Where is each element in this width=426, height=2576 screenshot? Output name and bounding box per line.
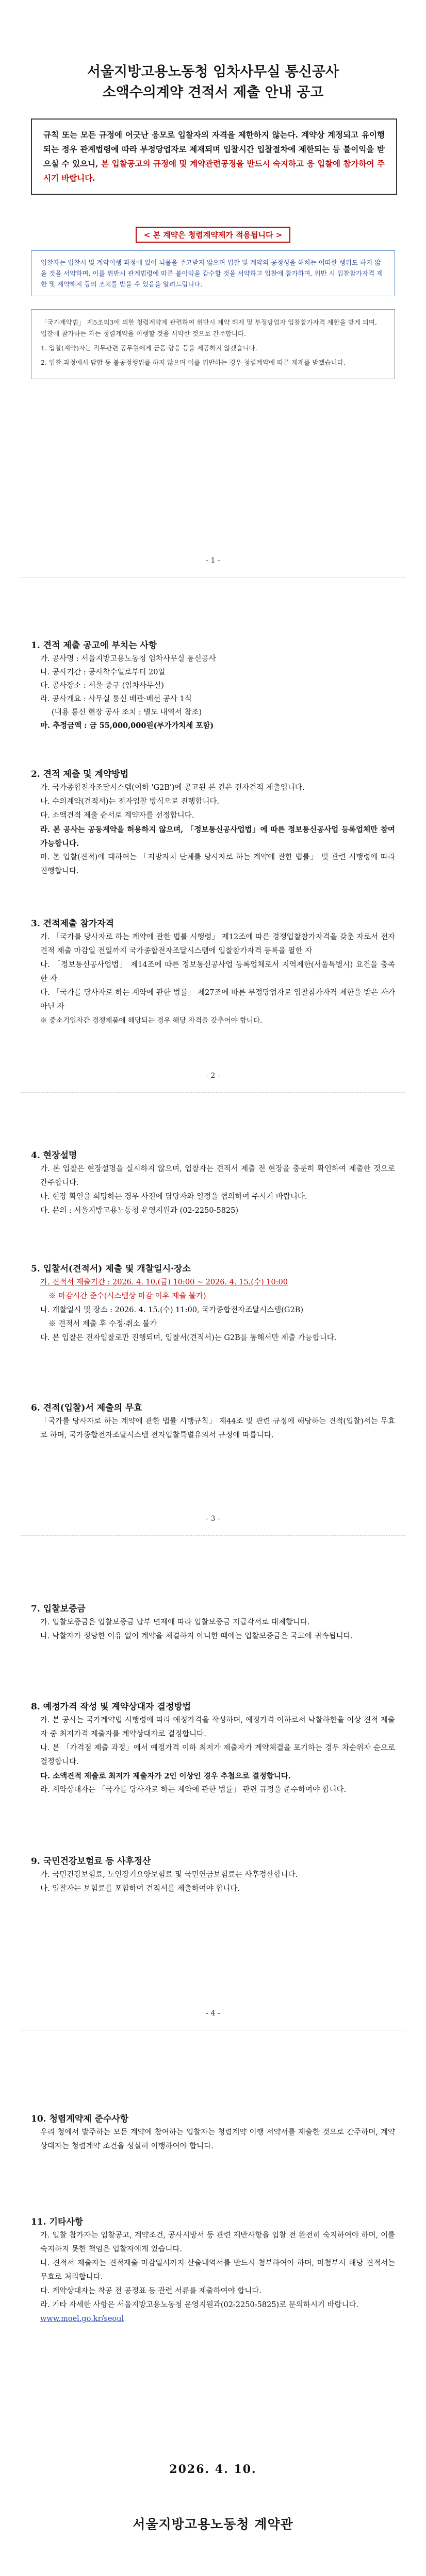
section-1-item: 다. 공사장소 : 서울 중구 (임차사무실): [40, 682, 164, 690]
section-11-item: 다. 계약상대자는 착공 전 공정표 등 관련 서류를 제출하여야 합니다.: [40, 2287, 261, 2295]
section-9-heading: 9. 국민건강보험료 등 사후정산: [31, 1856, 151, 1867]
section-4-item: 가. 본 입찰은 현장설명을 실시하지 않으며, 입찰자는 견적서 제출 전 현장을 충분히 확인하여 제출한 것으로 간주합니다.: [40, 1165, 395, 1187]
section-4: [31, 1149, 395, 1218]
issuing-authority: 서울지방고용노동청 계약관: [133, 2517, 293, 2532]
section-8-item: 다. 소액견적 제출로 최저가 제출자가 2인 이상인 경우 추첨으로 결정합니다.: [40, 1772, 291, 1781]
section-7-item: 가. 입찰보증금은 입찰보증금 납부 면제에 따라 입찰보증금 지급각서로 대체합니다.: [40, 1618, 310, 1626]
integrity-rules-box: [31, 309, 395, 379]
section-2-item: 라. 본 공사는 공동계약을 허용하지 않으며, 「정보통신공사업법」에 따른 정보통신공사업 등록업체만 참여 가능합니다.: [40, 825, 395, 848]
page-number: - 1 -: [206, 556, 220, 565]
integrity-contract-tag: < 본 계약은 청렴계약제가 적용됩니다 >: [136, 227, 291, 243]
section-8-item: 가. 본 공사는 국가계약법 시행령에 따라 예정가격을 작성하며, 예정가격 이하로서 낙찰하한율 이상 견적 제출자 중 최저가격 제출자를 계약상대자로 결정합니다.: [40, 1716, 395, 1738]
notice-title-line2: 소액수의계약 견적서 제출 안내 공고: [102, 84, 324, 100]
section-5-item: 다. 본 입찰은 전자입찰로만 진행되며, 입찰서(견적서)는 G2B를 통해서만 제출 가능합니다.: [40, 1334, 337, 1342]
section-5: [31, 1262, 395, 1345]
section-10-heading: 10. 청렴계약제 준수사항: [31, 2114, 129, 2124]
section-5-item: ※ 견적서 제출 후 수정·취소 불가: [48, 1320, 157, 1328]
section-9-item: 나. 입찰자는 보험료를 포함하여 견적서를 제출하여야 합니다.: [40, 1885, 240, 1893]
section-2-item: 가. 국가종합전자조달시스템(이하 'G2B')에 공고된 본 건은 전자견적 제출입니다.: [40, 784, 305, 792]
page-divider: [21, 577, 405, 578]
section-2-item: 마. 본 입찰(견적)에 대하여는 「지방자치 단체를 당사자로 하는 계약에 관한 법률」 및 관련 시행령에 따라 진행합니다.: [40, 853, 395, 875]
integrity-rule-1: 1. 입찰(계약)자는 직무관련 공무원에게 금품·향응 등을 제공하지 않겠습니다.: [41, 344, 257, 352]
section-8-heading: 8. 예정가격 작성 및 계약상대자 결정방법: [31, 1702, 191, 1712]
website-link[interactable]: www.moel.go.kr/seoul: [40, 2315, 124, 2323]
section-3-note: ※ 중소기업자간 경쟁제품에 해당되는 경우 해당 자격을 갖추어야 합니다.: [40, 1016, 263, 1025]
page-divider: [21, 1092, 405, 1093]
section-8-item: 나. 본 「가격점 제출 과정」에서 예정가격 이하 최저가 제출자가 계약체결을 포기하는 경우 차순위자 순으로 결정합니다.: [40, 1744, 395, 1766]
section-7-item: 나. 낙찰자가 정당한 이유 없이 계약을 체결하지 아니한 때에는 입찰보증금은 국고에 귀속됩니다.: [40, 1632, 353, 1640]
section-9-item: 가. 국민건강보험료, 노인장기요양보험료 및 국민연금보험료는 사후정산합니다.: [40, 1871, 298, 1879]
page-number: - 2 -: [206, 1072, 220, 1080]
section-3-heading: 3. 견적제출 참가자격: [31, 919, 114, 929]
section-10-text: 우리 청에서 발주하는 모든 계약에 참여하는 입찰자는 청렴계약 이행 서약서를 제출한 것으로 간주하며, 계약상대자는 청렴계약 조건을 성실히 이행하여야 합니다.: [40, 2128, 395, 2150]
warning-notice-emphasis: 본 입찰공고의 규정에 및 계약관련공정을 반드시 숙지하고 응 입찰에 참가하여 주시기 바랍니다.: [43, 159, 385, 183]
section-11-item: 라. 기타 자세한 사항은 서울지방고용노동청 운영지원과(02-2250-5825)로 문의하시기 바랍니다.: [40, 2301, 359, 2309]
page-divider: [21, 1535, 405, 1536]
notice-date: 2026. 4. 10.: [169, 2463, 257, 2476]
section-2-item: 나. 수의계약(견적서)는 전자입찰 방식으로 진행합니다.: [40, 798, 220, 806]
section-4-heading: 4. 현장설명: [31, 1150, 77, 1161]
section-1-item: 나. 공사기간 : 공사착수일로부터 20일: [40, 668, 166, 676]
page-number: - 4 -: [206, 2009, 220, 2018]
section-4-item: 다. 문의 : 서울지방고용노동청 운영지원과 (02-2250-5825): [40, 1207, 239, 1215]
section-3-item: 다. 「국가를 당사자로 하는 계약에 관한 법률」 제27조에 따른 부정당업자로 입찰참가자격 제한을 받은 자가 아닌 자: [40, 989, 395, 1011]
section-9: [31, 1855, 395, 1896]
warning-notice-box: [31, 118, 397, 195]
page-number: - 3 -: [206, 1515, 220, 1523]
section-2-item: 다. 소액견적 제출 순서로 계약자를 선정합니다.: [40, 811, 194, 820]
section-1-heading: 1. 견적 제출 공고에 부치는 사항: [31, 640, 157, 651]
integrity-rule-intro: 「국가계약법」 제5조의3에 의한 청렴계약제 관련하여 위반시 계약 해제 및 부정당업자 입찰참가자격 제한을 받게 되며, 입찰에 참가하는 자는 청렴계약을 이행할 것을 서약한 것으로 간주합니다.: [41, 318, 377, 337]
section-7: [31, 1602, 395, 1643]
section-2: [31, 768, 395, 878]
section-1: [31, 639, 395, 733]
section-1-item: 라. 공사개요 : 사무실 통신 배관·배선 공사 1식: [40, 695, 192, 703]
submission-deadline-note: ※ 마감시간 준수(시스템상 마감 이후 제출 불가): [48, 1292, 206, 1300]
section-8: [31, 1700, 395, 1797]
section-3-item: 가. 「국가를 당사자로 하는 계약에 관한 법률 시행령」 제12조에 따른 경쟁입찰참가자격을 갖춘 자로서 전자견적 제출 마감일 전일까지 국가종합전자조달시스템에 입찰참가자격 등록을 필한 자: [40, 933, 395, 955]
section-5-heading: 5. 입찰서(견적서) 제출 및 개찰일시·장소: [31, 1264, 191, 1274]
integrity-rule-2: 2. 입찰 과정에서 담합 등 불공정행위를 하지 않으며 이를 위반하는 경우 청렴계약에 따른 제재를 받겠습니다.: [41, 359, 346, 366]
section-3: [31, 917, 395, 1028]
section-10: [31, 2112, 395, 2154]
section-6-heading: 6. 견적(입찰)서 제출의 무효: [31, 1403, 142, 1413]
section-7-heading: 7. 입찰보증금: [31, 1604, 86, 1614]
section-6-text: 「국가를 당사자로 하는 계약에 관한 법률 시행규칙」 제44조 및 관련 규정에 해당하는 견적(입찰)서는 무효로 하며, 국가종합전자조달시스템 전자입찰특별유의서 규정에 따릅니다.: [40, 1417, 395, 1439]
section-1-item: (내용 통신 현장 공사 조치 : 별도 내역서 참조): [52, 708, 202, 717]
section-5-item: 나. 개찰일시 및 장소 : 2026. 4. 15.(수) 11:00, 국가종합전자조달시스템(G2B): [40, 1306, 304, 1314]
estimated-budget: 마. 추정금액 : 금 55,000,000원(부가가치세 포함): [40, 721, 214, 730]
section-11-item: 나. 견적서 제출자는 견적제출 마감일시까지 산출내역서를 반드시 첨부하여야 하며, 미첨부시 해당 견적서는 무효로 처리합니다.: [40, 2259, 395, 2281]
section-8-item: 라. 계약상대자는 「국가를 당사자로 하는 계약에 관한 법률」 관련 규정을 준수하여야 합니다.: [40, 1786, 347, 1794]
section-11-heading: 11. 기타사항: [31, 2217, 84, 2227]
section-3-item: 나. 「정보통신공사업법」 제14조에 따른 정보통신공사업 등록업체로서 지역제한(서울특별시) 요건을 충족한 자: [40, 961, 395, 983]
submission-period: 가. 견적서 제출기간 : 2026. 4. 10.(금) 10:00 ~ 2026. 4. 15.(수) 10:00: [40, 1278, 288, 1286]
notice-title-line1: 서울지방고용노동청 임차사무실 통신공사: [87, 64, 339, 80]
integrity-pledge-box: 입찰자는 입찰시 및 계약이행 과정에 있어 뇌물을 주고받지 않으며 입찰 및 계약의 공정성을 해치는 어떠한 행위도 하지 않을 것을 서약하며, 이를 위반시 관계법령에 따른 불이익을 감수할 것을 서약하고 입찰에 참가하며, 위반 시 입찰참가자격 제한 및 계약해지 등의 조치를 받을 수 있음을 알려드립니다.: [31, 250, 395, 296]
section-11: [31, 2215, 395, 2326]
section-2-heading: 2. 견적 제출 및 계약방법: [31, 769, 129, 779]
warning-notice-text: 규칙 또는 모든 규정에 어긋난 응모로 입찰자의 자격을 제한하지 않는다. 계약상 계정되고 유이행되는 정우 관계법령에 따라 부정당업자로 제재되며 입찰시간 입찰절차에 제한되는 등 불이익을 받으실 수 있으니,: [43, 130, 385, 168]
section-1-item: 가. 공사명 : 서울지방고용노동청 임차사무실 통신공사: [40, 655, 216, 663]
section-11-item: 가. 입찰 참가자는 입찰공고, 계약조건, 공사시방서 등 관련 제반사항을 입찰 전 완전히 숙지하여야 하며, 이를 숙지하지 못한 책임은 입찰자에게 있습니다.: [40, 2231, 395, 2253]
section-6: [31, 1401, 395, 1443]
section-4-item: 나. 현장 확인을 희망하는 경우 사전에 담당자와 일정을 협의하여 주시기 바랍니다.: [40, 1193, 307, 1201]
